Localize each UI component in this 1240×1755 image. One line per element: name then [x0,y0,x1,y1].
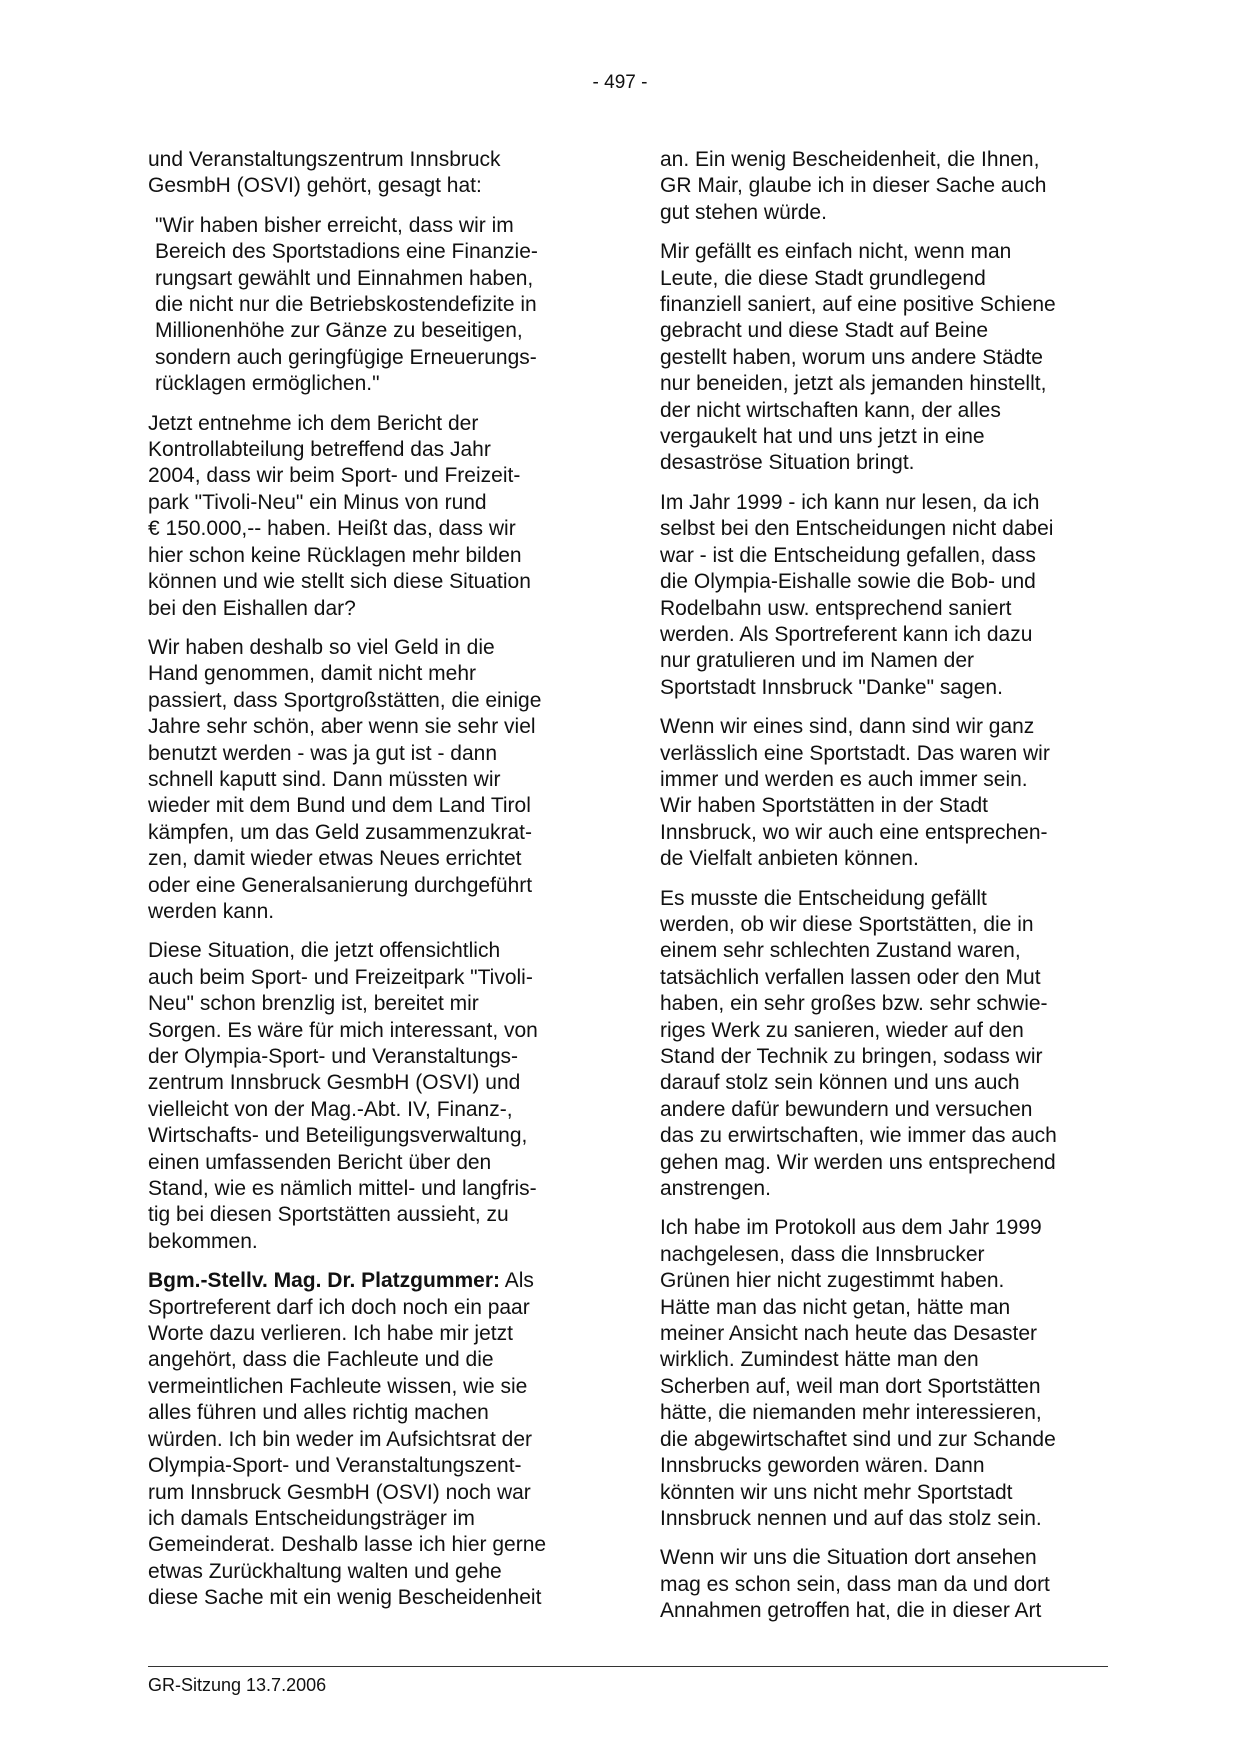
text-line: andere dafür bewundern und versuchen [660,1097,1033,1121]
text-line: € 150.000,-- haben. Heißt das, dass wir [148,517,516,541]
paragraph [660,490,1105,701]
text-line: gut stehen würde. [660,200,827,224]
text-line: hier schon keine Rücklagen mehr bilden [148,543,522,567]
text-line: Sportstadt Innsbruck "Danke" sagen. [660,675,1003,699]
text-line: war - ist die Entscheidung gefallen, dass [660,543,1036,567]
paragraph [660,147,1105,226]
text-line: Innsbruck nennen und auf das stolz sein. [660,1506,1042,1530]
text-line: könnten wir uns nicht mehr Sportstadt [660,1480,1013,1504]
text-line: passiert, dass Sportgroßstätten, die einige [148,688,542,712]
text-line: Sorgen. Es wäre für mich interessant, von [148,1018,538,1042]
text-line: benutzt werden - was ja gut ist - dann [148,741,498,765]
text-line: wirklich. Zumindest hätte man den [660,1348,979,1372]
text-line: die nicht nur die Betriebskostendefizite in [155,293,537,317]
text-line: an. Ein wenig Bescheidenheit, die Ihnen, [660,148,1040,171]
text-line: Sportreferent darf ich doch noch ein paar [148,1295,530,1319]
text-line: Wenn wir eines sind, dann sind wir ganz [660,715,1035,739]
page-number: - 497 - [592,72,648,93]
text-line: meiner Ansicht nach heute das Desaster [660,1322,1038,1346]
text-line: etwas Zurückhaltung walten und gehe [148,1559,502,1583]
text-line: bei den Eishallen dar? [148,596,356,620]
text-line: werden, ob wir diese Sportstätten, die in [660,912,1034,936]
left-text-column [148,147,593,1625]
text-line: Millionenhöhe zur Gänze zu beseitigen, [155,319,523,343]
text-line: Jetzt entnehme ich dem Bericht der [148,411,479,435]
text-line: nur beneiden, jetzt als jemanden hinstellt, [660,372,1047,396]
text-line: das zu erwirtschaften, wie immer das auch [660,1124,1057,1148]
text-line: Bereich des Sportstadions eine Finanzie- [155,240,538,264]
quote-paragraph [148,213,593,398]
text-line: tig bei diesen Sportstätten aussieht, zu [148,1203,509,1227]
text-line: vergaukelt hat und uns jetzt in eine [660,425,985,449]
text-line: kämpfen, um das Geld zusammenzukrat- [148,820,532,844]
text-line: angehört, dass die Fachleute und die [148,1348,494,1372]
text-line: rum Innsbruck GesmbH (OSVI) noch war [148,1480,531,1504]
text-line: gestellt haben, worum uns andere Städte [660,345,1043,369]
text-line: einen umfassenden Bericht über den [148,1150,492,1174]
text-line: würden. Ich bin weder im Aufsichtsrat der [148,1427,533,1451]
text-line: diese Sache mit ein wenig Bescheidenheit [148,1586,542,1610]
text-line: Innsbruck, wo wir auch eine entsprechen- [660,820,1048,844]
text-line: zen, damit wieder etwas Neues errichtet [148,847,522,871]
text-line: tatsächlich verfallen lassen oder den Mut [660,965,1041,989]
text-line: die Olympia-Eishalle sowie die Bob- und [660,570,1036,594]
text-line: können und wie stellt sich diese Situation [148,570,531,594]
text-line: de Vielfalt anbieten können. [660,847,919,871]
text-line: Gemeinderat. Deshalb lasse ich hier gerne [148,1533,547,1557]
text-line: sondern auch geringfügige Erneuerungs- [155,345,537,369]
text-line: nachgelesen, dass die Innsbrucker [660,1242,985,1266]
text-line: wieder mit dem Bund und dem Land Tirol [148,794,531,818]
text-line: 2004, dass wir beim Sport- und Freizeit- [148,464,521,488]
text-line: verlässlich eine Sportstadt. Das waren wir [660,741,1050,765]
text-line: Rodelbahn usw. entsprechend saniert [660,596,1012,620]
paragraph [660,239,1105,477]
text-line: Scherben auf, weil man dort Sportstätten [660,1374,1041,1398]
text-line: desaströse Situation bringt. [660,451,915,475]
paragraph [148,635,593,925]
footer-divider [148,1666,1108,1667]
text-line: schnell kaputt sind. Dann müssten wir [148,767,501,791]
text-line: selbst bei den Entscheidungen nicht dabei [660,517,1054,541]
text-line: GR Mair, glaube ich in dieser Sache auch [660,174,1047,198]
text-line: Wir haben Sportstätten in der Stadt [660,794,989,818]
text-line: ich damals Entscheidungsträger im [148,1506,475,1530]
text-line: rungsart gewählt und Einnahmen haben, [155,266,534,290]
paragraph [660,1545,1105,1624]
text-line: Innsbrucks geworden wären. Dann [660,1454,985,1478]
text-line: darauf stolz sein können und uns auch [660,1071,1020,1095]
text-line: Stand der Technik zu bringen, sodass wir [660,1045,1043,1068]
text-line: Jahre sehr schön, aber wenn sie sehr viel [148,715,536,739]
text-line: Es musste die Entscheidung gefällt [660,886,987,910]
text-line: GesmbH (OSVI) gehört, gesagt hat: [148,174,482,198]
text-line: der Olympia-Sport- und Veranstaltungs- [148,1045,519,1068]
text-line: haben, ein sehr großes bzw. sehr schwie- [660,992,1048,1016]
right-text-column [660,147,1105,1638]
text-line: Hand genommen, damit nicht mehr [148,662,476,686]
text-line: Kontrollabteilung betreffend das Jahr [148,438,491,462]
text-line: "Wir haben bisher erreicht, dass wir im [155,213,514,237]
text-line: alles führen und alles richtig machen [148,1401,489,1425]
text-line: einem sehr schlechten Zustand waren, [660,939,1021,963]
text-line: bekommen. [148,1229,258,1253]
text-line: rücklagen ermöglichen." [155,372,380,396]
text-line: Annahmen getroffen hat, die in dieser Art [660,1599,1042,1623]
paragraph [660,886,1105,1203]
text-line: finanziell saniert, auf eine positive Schiene [660,293,1056,317]
text-line: nur gratulieren und im Namen der [660,649,974,673]
paragraph [660,1215,1105,1532]
text-line: Mir gefällt es einfach nicht, wenn man [660,240,1012,264]
paragraph [148,147,593,200]
text-line: auch beim Sport- und Freizeitpark "Tivoli- [148,965,533,989]
text-line: Im Jahr 1999 - ich kann nur lesen, da ich [660,490,1040,514]
speaker-paragraph [148,1268,593,1611]
text-line: Olympia-Sport- und Veranstaltungszent- [148,1454,522,1478]
text-line: Grünen hier nicht zugestimmt haben. [660,1269,1005,1293]
text-line: und Veranstaltungszentrum Innsbruck [148,148,501,171]
text-line: riges Werk zu sanieren, wieder auf den [660,1018,1024,1042]
text-line: Wirtschafts- und Beteiligungsverwaltung, [148,1124,528,1148]
text-line: Ich habe im Protokoll aus dem Jahr 1999 [660,1216,1042,1240]
text-line: vermeintlichen Fachleute wissen, wie sie [148,1374,528,1398]
text-line: der nicht wirtschaften kann, der alles [660,398,1001,422]
text-line: werden. Als Sportreferent kann ich dazu [660,622,1033,646]
text-line: Hätte man das nicht getan, hätte man [660,1295,1011,1319]
text-line: Diese Situation, die jetzt offensichtlich [148,939,501,963]
text-line: die abgewirtschaftet sind und zur Schande [660,1427,1056,1451]
text-line: park "Tivoli-Neu" ein Minus von rund [148,490,487,514]
text-line: Wir haben deshalb so viel Geld in die [148,635,495,659]
text-line: hätte, die niemanden mehr interessieren, [660,1401,1042,1425]
text-line: Stand, wie es nämlich mittel- und langfris- [148,1177,537,1201]
text-line: mag es schon sein, dass man da und dort [660,1572,1050,1596]
text-line: anstrengen. [660,1177,771,1201]
text-line: vielleicht von der Mag.-Abt. IV, Finanz-, [148,1097,513,1121]
text-line: Leute, die diese Stadt grundlegend [660,266,986,290]
text-line: werden kann. [148,899,275,923]
text-line: gebracht und diese Stadt auf Beine [660,319,989,343]
speaker-name: Bgm.-Stellv. Mag. Dr. Platzgummer: [148,1269,501,1293]
text-line: Als [500,1269,534,1293]
paragraph [148,938,593,1255]
text-line: oder eine Generalsanierung durchgeführt [148,873,533,897]
paragraph [148,411,593,622]
text-line: Worte dazu verlieren. Ich habe mir jetzt [148,1322,513,1346]
text-line: Wenn wir uns die Situation dort ansehen [660,1546,1037,1570]
text-line: gehen mag. Wir werden uns entsprechend [660,1150,1056,1174]
text-line: Neu" schon brenzlig ist, bereitet mir [148,992,479,1016]
text-line: zentrum Innsbruck GesmbH (OSVI) und [148,1071,521,1095]
text-line: immer und werden es auch immer sein. [660,767,1028,791]
paragraph [660,714,1105,872]
footer-session-label: GR-Sitzung 13.7.2006 [148,1675,327,1695]
